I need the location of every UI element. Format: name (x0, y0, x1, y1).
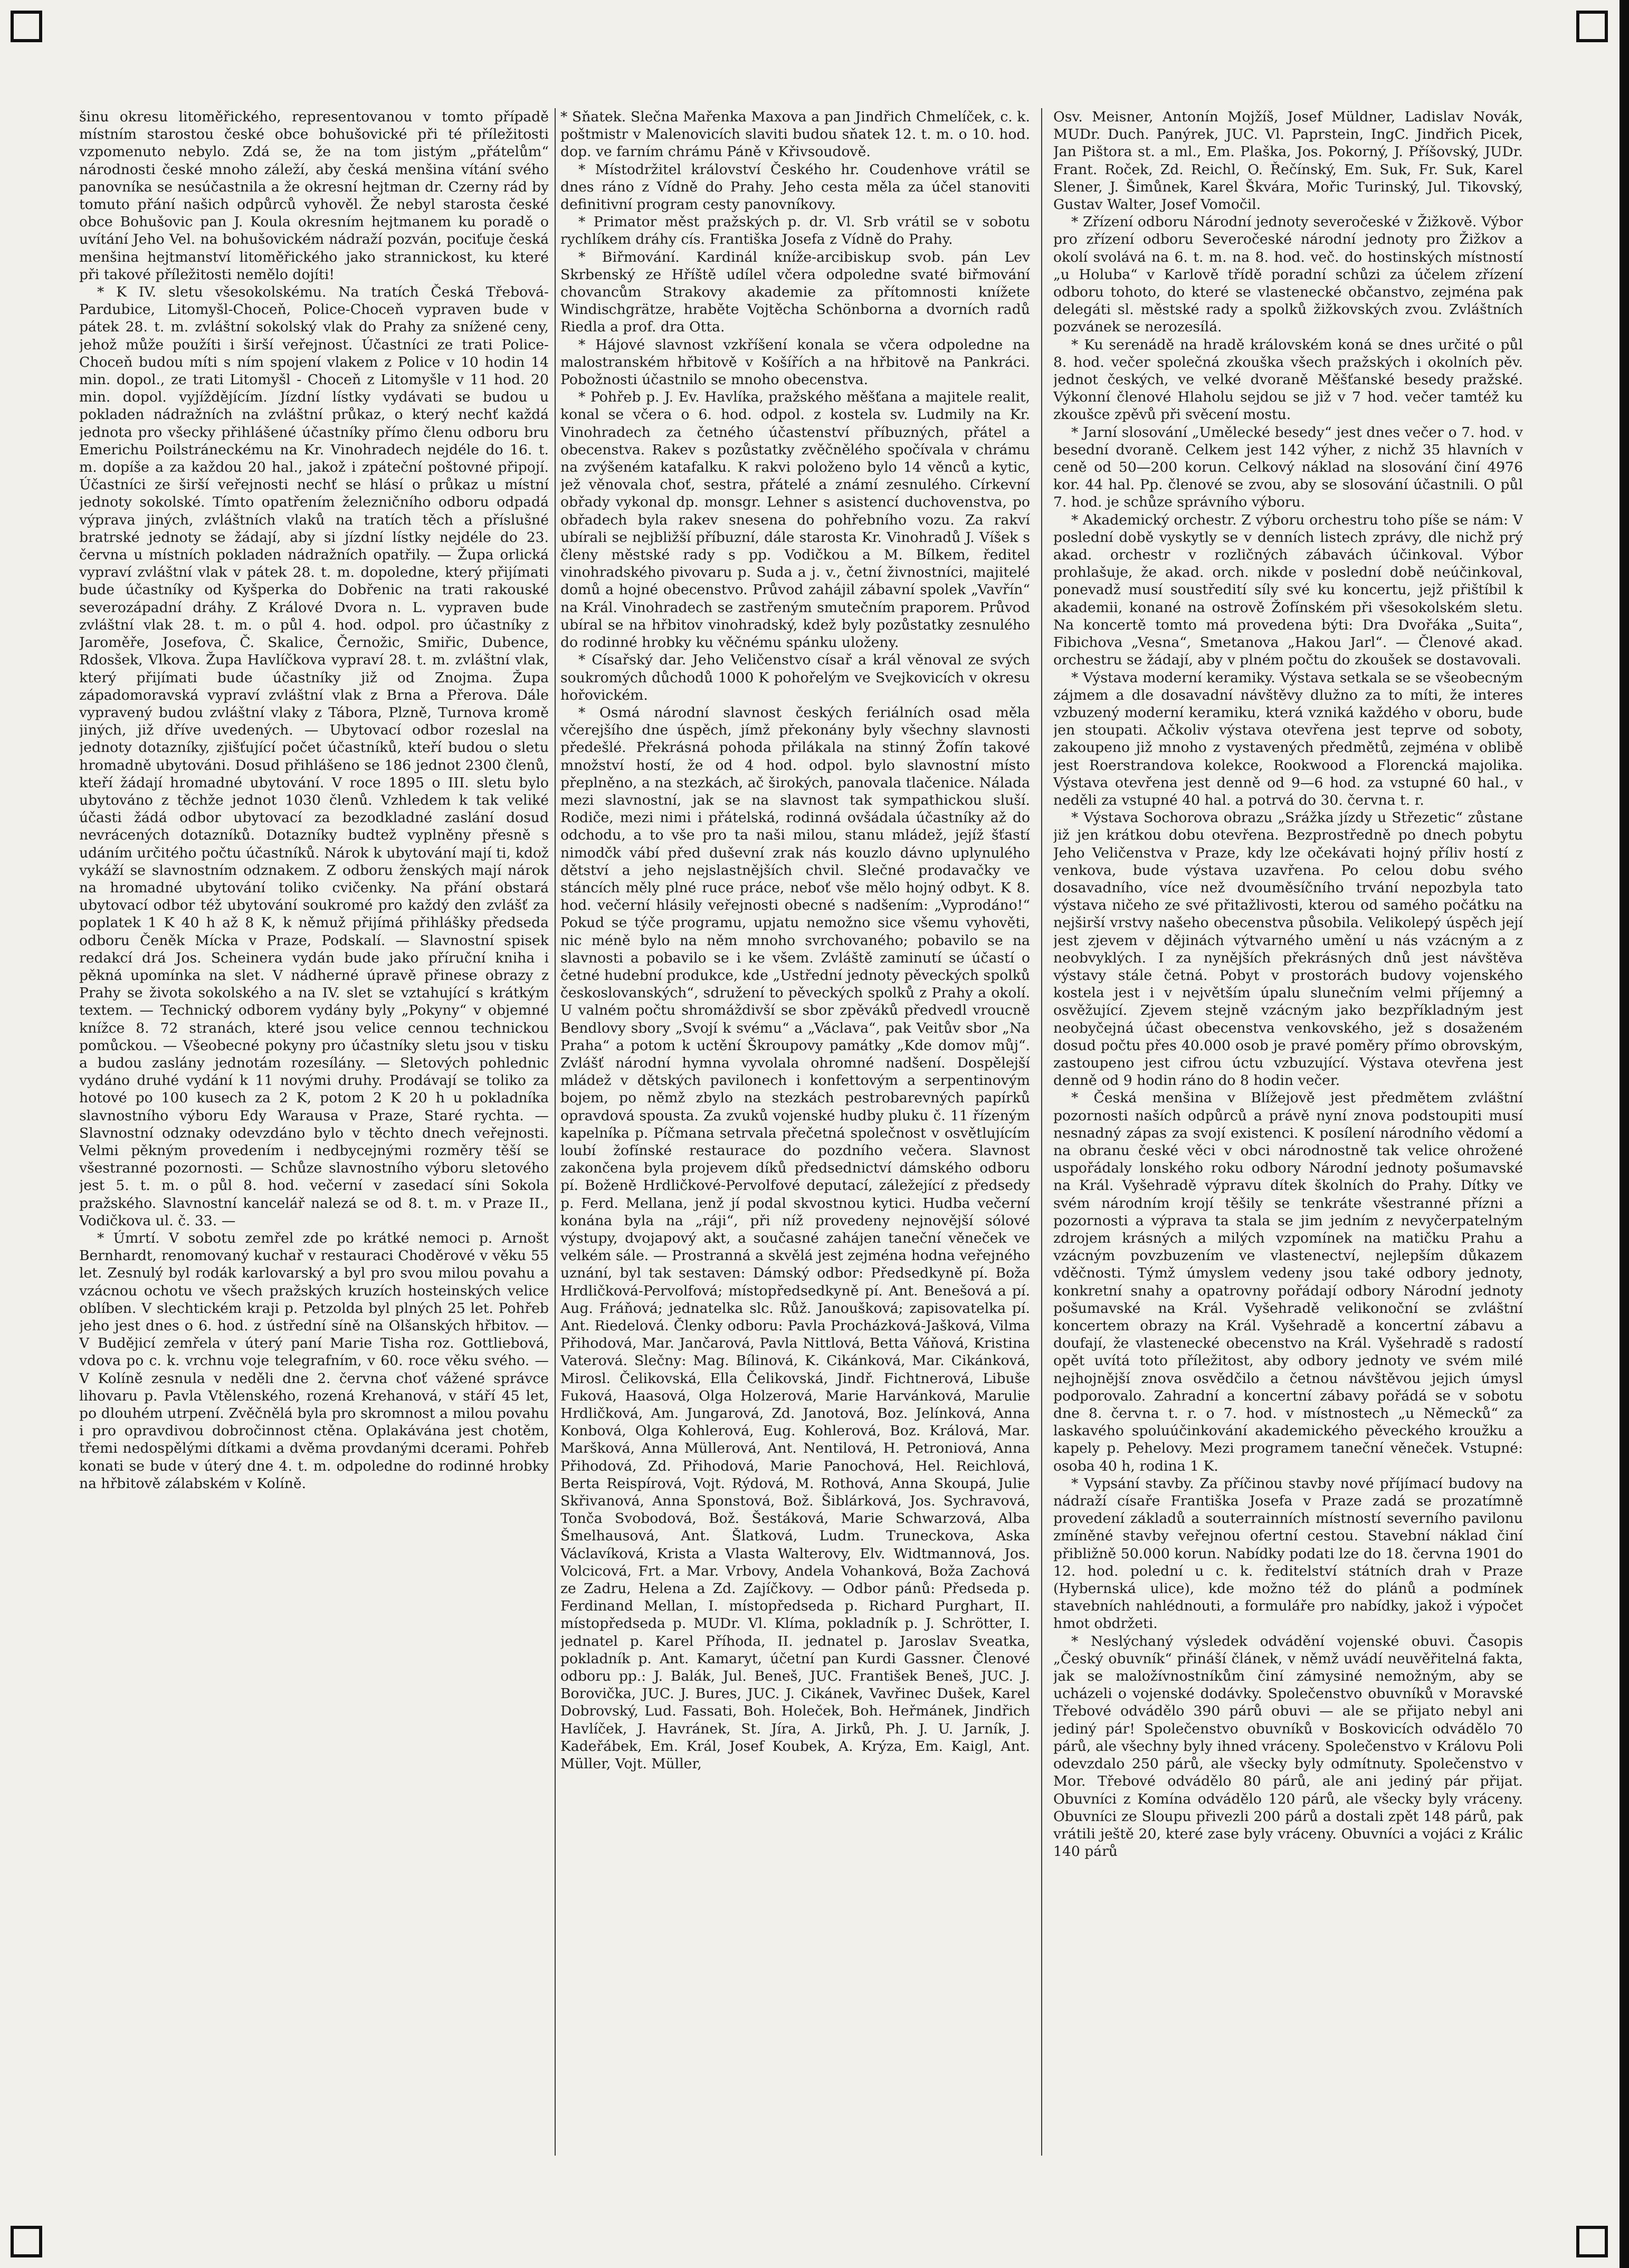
column-rule (555, 108, 556, 2156)
article-paragraph: * Výstava moderní keramiky. Výstava setkala se se všeobecným zájmem a dle dosavadní návštěvy dlužno za to míti, že interes vzbuzený moderní keramiku, která vzniká každého v oboru, bude jen stoupati. Ačkoliv výstava otevřena jest teprve od soboty, zakoupeno již mnoho z vystavených předmětů, zejména v oblibě jest Roerstrandova kolekce, Rookwood a Florencká majolika. Výstava otevřena jest denně od 9—6 hod. za vstupné 60 hal., v neděli za vstupné 40 hal. a potrvá do 30. června t. r. (1053, 669, 1523, 808)
article-paragraph: * Úmrtí. V sobotu zemřel zde po krátké nemoci p. Arnošt Bernhardt, renomovaný kuchař v restauraci Choděrové v věku 55 let. Zesnulý byl rodák karlovarský a byl pro svou milou povahu a vzácnou ochotu ve všech pražských kruzích hosteinských velice oblíben. V slechtickém kraji p. Petzolda byl plných 25 let. Pohřeb jeho jest dnes o 6. hod. z ústřední síně na Olšanských hřbitov. — V Budějicí zemřela v úterý paní Marie Tisha roz. Gottliebová, vdova po c. k. vrchnu voje telegrafním, v 60. roce věku svého. — V Kolíně zesnula v neděli dne 2. června choť vážené správce lihovaru p. Pavla Vtělenského, rozená Krehanová, v stáří 45 let, po dlouhém utrpení. Zvěčnělá byla pro skromnost a milou povahu i pro opravdivou dobročinnost ctěna. Oplakávána jest chotěm, třemi nedospělými dítkami a dvěma provdanými dcerami. Pohřeb konati se bude v úterý dne 4. t. m. odpoledne do rodinné hrobky na hřbitově zálabském v Kolíně. (79, 1230, 549, 1492)
article-paragraph: Osv. Meisner, Antonín Mojžíš, Josef Müldner, Ladislav Novák, MUDr. Duch. Panýrek, JUC. Vl. Paprstein, IngC. Jindřich Picek, Jan Pištora st. a ml., Em. Plaška, Jos. Pokorný, J. Příšovský, JUDr. Frant. Roček, Zd. Reichl, O. Řečínský, Em. Suk, Fr. Suk, Karel Slener, J. Šimůnek, Karel Škvára, Mořic Turinský, Jul. Tikovský, Gustav Walter, Josef Vomočil. (1053, 109, 1523, 213)
article-paragraph: * Císařský dar. Jeho Veličenstvo císař a král věnoval ze svých soukromých důchodů 1000 K pohořelým ve Svejkovicích v okresu hořovickém. (560, 652, 1030, 703)
corner-mark (1576, 11, 1608, 42)
column-3 (1053, 108, 1523, 2156)
article-paragraph: * Hájové slavnost vzkříšení konala se včera odpoledne na malostranském hřbitově v Košířích a na hřbitově na Pankráci. Pobožnosti účastnilo se mnoho obecenstva. (560, 336, 1030, 388)
corner-mark (11, 11, 42, 42)
newspaper-page (79, 108, 1523, 2156)
article-paragraph: šinu okresu litoměřického, representovanou v tomto případě místním starostou české obce bohušovické při té příležitosti vzpomenuto nebylo. Zdá se, že na tom jistým „přátelům“ národnosti české mnoho záleží, aby česká menšina vítání svého panovníka se nesúčastnila a že okresní hejtman dr. Czerny rád by tomuto přání našich odpůrců vyhověl. Že nebyl starosta české obce Bohušovic pan J. Koula okresním hejtmanem ku poradě o uvítání Jeho Vel. na bohušovickém nádraží pozván, pociťuje česká menšina hejtmanství litoměřického jako strannickost, ku které při takové příležitosti nemělo dojíti! (79, 109, 549, 283)
article-paragraph: * Sňatek. Slečna Mařenka Maxova a pan Jindřich Chmelíček, c. k. poštmistr v Malenovicích slaviti budou sňatek 12. t. m. o 10. hod. dop. ve farním chrámu Páně v Křivsoudově. (560, 109, 1030, 160)
article-paragraph: * Vypsání stavby. Za příčinou stavby nové příjímací budovy na nádraží císaře Františka Josefa v Praze zadá se prozatímně provedení základů a souterrainních místností severního pavilonu zmíněné stavby veřejnou ofertní cestou. Stavební náklad činí přibližně 50.000 korun. Nabídky podati lze do 18. června 1901 do 12. hod. polední u c. k. ředitelství státních drah v Praze (Hybernská ulice), kde možno též do plánů a podmínek stavebních nahlédnouti, a formuláře pro nabídky, jakož i výpočet hmot obdržeti. (1053, 1475, 1523, 1632)
column-1 (79, 108, 549, 2156)
article-paragraph: * Česká menšina v Blížejově jest předmětem zvláštní pozornosti naších odpůrců a právě nyní znova podstoupiti musí nesnadný zápas za svojí existenci. K posílení národního vědomí a na obranu české věci v obci národnostně tak velice ohrožené uspořádaly lonského roku odbory Národní jednoty pošumavské na Král. Vyšehradě výpravu dítek školních do Prahy. Dítky ve svém národním krojí těšily se tenkráte všestranné přízni a pozornosti a výprava ta stala se jim jedním z nevyčerpatelným zdrojem krásných a milých vzpomínek na matičku Prahu a vzácným povzbuzením ve vlastenectví, nejlepším důkazem vděčnosti. Týmž úmyslem vedeny jsou také odbory jednoty, konkretní snahy a opatrovny pořádají odbory Národní jednoty pošumavské na Král. Vyšehradě velikonoční se zvláštní koncertem obrazy na Král. Vyšehradě a koncertní zábavu a doufají, že vlastenecké obecenstvo na Král. Vyšehradě s radostí opět uvítá toto příležitost, aby odbory jednoty ve svém milé nejhojnější znova osvědčilo a četnou návštěvou jejich úmysl podporovalo. Zahradní a koncertní zábavy pořádá se v sobotu dne 8. června t. r. o 7. hod. v místnostech „u Německů“ za laskavého spoluúčinkování akademického pěveckého kroužku a kapely p. Pehelovy. Mezi programem taneční věneček. Vstupné: osoba 40 h, rodina 1 K. (1053, 1090, 1523, 1474)
article-paragraph: * K IV. sletu všesokolskému. Na tratích Česká Třebová-Pardubice, Litomyšl-Choceň, Police-Choceň vypraven bude v pátek 28. t. m. zvláštní sokolský vlak do Prahy za snížené ceny, jehož může použíti i širší veřejnost. Účastníci ze trati Police-Choceň budou míti s ním spojení vlakem z Police v 10 hodin 14 min. dopol., ze trati Litomyšl - Choceň z Litomyšle v 11 hod. 20 min. dopol. vyjíždějícím. Jízdní lístky vydávati se budou u pokladen nádražních na zvláštní průkaz, o který nechť každá jednota pro všecky přihlášené účastníky přímo členu odboru bru Emerichu Poilstráneckému na Kr. Vinohradech nejdéle do 16. t. m. dopíše a za každou 20 hal., jakož i zpáteční poštovné připojí. Účastníci ze širší veřejnosti nechť se hlásí o průkaz u místní jednoty sokolské. Tímto opatřením železničního odboru odpadá výprava jiných, zvláštních vlaků na tratích těch a příslušné bratrské jednoty se žádají, aby si jízdní lístky nejdéle do 23. června u místních pokladen nádražních opatřily. — Župa orlická vypraví zvláštní vlak v pátek 28. t. m. dopoledne, který přijímati bude účastníky od Kyšperka do Dobřenic na trati rakouské severozápadní dráhy. Z Králové Dvora n. L. vypraven bude zvláštní vlak 28. t. m. o půl 4. hod. odpol. pro účastníky z Jaroměře, Josefova, Č. Skalice, Černožic, Smiřic, Dubence, Rdosšek, Vlkova. Župa Havlíčkova vypraví 28. t. m. zvláštní vlak, který přijímati bude účastníky již od Znojma. Župa západomoravská vypraví zvláštní vlak z Brna a Přerova. Dále vypravený budou zvláštní vlaky z Tábora, Plzně, Turnova kromě jiných, již dříve uvedených. — Ubytovací odbor rozeslal na jednoty dotazníky, zjišťující počet účastníků, kteří budou o sletu hromadně ubytováni. Dosud přihlášeno se 186 jednot 2300 členů, kteří žádají hromadné ubytování. V roce 1895 o III. sletu bylo ubytováno z těchže jednot 1030 členů. Vzhledem k tak veliké účasti žádá odbor ubytovací za bezodkladné zaslání dosud nevrácených dotazníků. Dotazníky budtež vyplněny přesně s udáním určitého počtu účastníků. Nárok k ubytování mají ti, kdož vykáží se slavnostním odznakem. Z odboru ženských mají nárok na hromadné ubytování toliko cvičenky. Na přání obstará ubytovací odbor též ubytování soukromé pro každý den zvlášť za poplatek 1 K 40 h až 8 K, k němuž přijímá přihlášky předseda odboru Čeněk Mícka v Praze, Podskalí. — Slavnostní spisek redakcí drá Jos. Scheinera vydán bude jako příruční kniha i pěkná upomínka na slet. V nádherné úpravě přinese obrazy z Prahy se života sokolského a na IV. slet se vztahující s krátkým textem. — Technický odborem vydány byly „Pokyny“ v objemné knížce 8. 72 stranách, které jsou velice cennou technickou pomůckou. — Všeobecné pokyny pro účastníky sletu jsou v tisku a budou zaslány jednotám rozesílány. — Sletových pohlednic vydáno druhé vydání k 11 novými druhy. Prodávají se toliko za hotové po 100 kusech za 2 K, potom 2 K 20 h u pokladníka slavnostního výboru Edy Warausa v Praze, Staré rychta. — Slavnostní odznaky odevzdáno bylo v těchto dnech veřejnosti. Velmi pěkným provedením i nedbycejnými rozměry těší se všestranné pozornosti. — Schůze slavnostního výboru sletového jest 5. t. m. o půl 8. hod. večerní v zasedací síni Sokola pražského. Slavnostní kancelář nalezá se od 8. t. m. v Praze II., Vodičkova ul. č. 33. — (79, 284, 549, 1229)
article-paragraph: * Akademický orchestr. Z výboru orchestru toho píše se nám: V poslední době vyskytly se v denních listech zprávy, dle nichž prý akad. orchestr v rozličných zábavách účinkoval. Výbor prohlašuje, že akad. orch. nikde v poslední době neúčinkoval, ponevadž musí soustředití síly své ku koncertu, jejž přištíbil k akademii, konané na ostrově Žofínském při všesokolském sletu. Na koncertě tomto má provedena býti: Dra Dvořáka „Suita“, Fibichova „Vesna“, Smetanova „Hakou Jarl“. — Členové akad. orchestru se žádají, aby v plném počtu do zkoušek se dostavovali. (1053, 511, 1523, 669)
article-paragraph: * Zřízení odboru Národní jednoty severočeské v Žižkově. Výbor pro zřízení odboru Severočeské národní jednoty pro Žižkov a okolí svolává na 6. t. m. na 8. hod. več. do hostinských místností „u Holuba“ v Karlově třídě poradní schůzi za účelem zřízení odboru tohoto, do které se vlastenecké občanstvo, zejména pak delegáti sl. městské rady a spolků žižkovských zvou. Zvláštních pozvánek se nerozesílá. (1053, 214, 1523, 336)
article-paragraph: * Primator měst pražských p. dr. Vl. Srb vrátil se v sobotu rychlíkem dráhy cís. Františka Josefa z Vídně do Prahy. (560, 214, 1030, 248)
article-paragraph: * Výstava Sochorova obrazu „Srážka jízdy u Střezetic“ zůstane již jen krátkou dobu otevřena. Bezprostředně po dnech pobytu Jeho Veličenstva v Praze, kdy lze očekávati hojný příliv hostí z venkova, bude výstava uzavřena. Po celou dobu svého dosavadního, více než dvouměsíčního trvání nepozbyla tato výstava ničeho ze své přitažlivosti, kterou od samého počátku na nejširší vrstvy našeho obecenstva působila. Velikolepý úspěch její jest zjevem v dějinách výtvarného umění u nás vzácným a z neobvyklých. I za nynějších překrásných dnů jest návštěva výstavy stále četná. Pobyt v prostorách budovy vojenského kostela jest i v největším úpalu slunečním velmi příjemný a osvěžující. Zjevem stejně vzácným jako bezpříkladným jest neobyčejná účast obecenstva venkovského, jež s dosaženém dosud počtu přes 40.000 osob je pravé poměry přímo obrovským, zastoupeno jest cifrou úctu vzbuzující. Výstava otevřena jest denně od 9 hodin ráno do 8 hodin večer. (1053, 809, 1523, 1089)
article-paragraph: * Jarní slosování „Umělecké besedy“ jest dnes večer o 7. hod. v besední dvoraně. Celkem jest 142 výher, z nichž 35 hlavních v ceně od 50—200 korun. Celkový náklad na slosování činí 4976 kor. 44 hal. Pp. členové se zvou, aby se slosování účastnili. O půl 7. hod. je schůze správního výboru. (1053, 424, 1523, 511)
article-paragraph: * Pohřeb p. J. Ev. Havlíka, pražského měšťana a majitele realit, konal se včera o 6. hod. odpol. z kostela sv. Ludmily na Kr. Vinohradech za četného účastenství příbuzných, přátel a obecenstva. Rakev s pozůstatky zvěčnělého spočívala v chrámu na zvýšeném katafalku. K rakvi položeno bylo 14 věnců a kytic, jež věnovala choť, sestra, přátelé a známí zesnulého. Církevní obřady vykonal dp. monsgr. Lehner s asistencí duchovenstva, po obřadech byla rakev snesena do pohřebního vozu. Za rakví ubírali se nejbližší příbuzní, dále starosta Kr. Vinohradů J. Víšek s členy městské rady s pp. Vodičkou a M. Bílkem, ředitel vinohradského pivovaru p. Suda a j. v., četní živnostníci, majitelé domů a hojné obecenstvo. Průvod zahájil zábavní spolek „Vavřín“ na Král. Vinohradech se zastřeným smutečním praporem. Průvod ubíral se na hřbitov vinohradský, kdež byly pozůstatky zesnulého do rodinné hrobky ku věčnému spánku uloženy. (560, 389, 1030, 651)
corner-mark (11, 2226, 42, 2257)
article-paragraph: * Biřmování. Kardinál kníže-arcibiskup svob. pán Lev Skrbenský ze Hříště udílel včera odpoledne svaté biřmování chovancům Strakovy akademie za přítomnosti knížete Windischgrätze, hraběte Vojtěcha Schönborna a dvorních radů Riedla a prof. dra Otta. (560, 249, 1030, 336)
article-paragraph: * Neslýchaný výsledek odvádění vojenské obuvi. Časopis „Český obuvník“ přináší článek, v němž uvádí neuvěřitelná fakta, jak se maložívnostníkům činí zámysiné nemožným, aby se ucházeli o vojenské dodávky. Společenstvo obuvníků v Moravské Třebové odvádělo 390 párů obuvi — ale se přijato nebyl ani jediný pár! Společenstvo obuvníků v Boskovicích odvádělo 70 párů, ale všechny byly ihned vráceny. Společenstvo v Královu Poli odevzdalo 250 párů, ale všecky byly odmítnuty. Společenstvo v Mor. Třebové odvádělo 80 párů, ale ani jediný pár přijat. Obuvníci z Komína odvádělo 120 párů, ale všecky byly vráceny. Obuvníci ze Sloupu přivezli 200 párů a dostali zpět 148 párů, pak vrátili ještě 20, které zase byly vráceny. Obuvníci a vojáci z Králic 140 párů (1053, 1633, 1523, 1860)
article-paragraph: * Osmá národní slavnost českých feriálních osad měla včerejšího dne úspěch, jímž překonány byly všechny slavnosti předešlé. Překrásná pohoda přilákala na stinný Žofín takové množství hostí, že od 4 hod. odpol. bylo slavnostní místo přeplněno, a na stezkách, ač širokých, panovala tlačenice. Nálada mezi slavnostní, jak se na slavnost tak sympathickou sluší. Rodiče, mezi nimi i přátelská, rodinná ovšádala účastníky až do odchodu, a to vše pro ta naši milou, stanu mládež, jejíž šťastí nimodčk vábí před duševní zrak nás kouzlo dávno uplynulého dětství a jeho nejslastnějších chvil. Slečné prodavačky ve stáncích měly plné ruce práce, neboť vše mělo hojný odbyt. K 8. hod. večerní hlásily veřejnosti obecné s nadšením: „Vyprodáno!“ Pokud se týče programu, upjatu nemožno sice všemu vyhověti, nic méně bylo na něm mnoho svrchovaného; pobavilo se na slavnosti a pobavilo se i ke všem. Zvláště zaminutí se účastí o četné hudební produkce, kde „Ustřední jednoty pěveckých spolků českoslovanských“, sdružení to pěveckých spolků z Prahy a okolí. U valném počtu shromáždivší se sbor zpěváků předvedl vroucně Bendlovy sbory „Svojí k svému“ a „Václava“, pak Veitův sbor „Na Praha“ a potom k uctění Škroupovy památky „Kde domov můj“. Zvlášť národní hymna vyvolala ohromné nadšení. Dospělejší mládež v dětských pavilonech i konfettovým a serpentinovým bojem, po němž zbylo na stezkách pestrobarevných papírků opravdová spousta. Za zvuků vojenské hudby pluku č. 11 řízeným kapelníka p. Píčmana setrvala přečetná společnost v osvětlujícím loubí žofínské restaurace do pozdního večera. Slavnost zakončena byla projevem díků předsednictví dámského odboru pí. Boženě Hrdličkové-Pervolfové deputací, záležející z předsedy p. Ferd. Mellana, jenž jí podal skvostnou kytici. Hudba večerní konána byla na „ráji“, při níž provedeny nejnovější sólové výstupy, dvojapový akt, a současné zahájen taneční věneček ve velkém sále. — Prostranná a skvělá jest zejména hodna veřejného uznání, byl tak sestaven: Dámský odbor: Předsedkyně pí. Boža Hrdličková-Pervolfová; místopředsedkyně pí. Ant. Benešová a pí. Aug. Fráňová; jednatelka slc. Růž. Janoušková; zapisovatelka pí. Ant. Riedelová. Členky odboru: Pavla Procházková-Jašková, Vilma Přihodová, Mar. Jančarová, Pavla Nittlová, Betta Váňová, Kristina Vaterová. Slečny: Mag. Bílinová, K. Cikánková, Mar. Cikánková, Mirosl. Čelikovská, Ella Čelikovská, Jindř. Fichtnerová, Libuše Fuková, Haasová, Olga Holzerová, Marie Harvánková, Marulie Hrdličková, Am. Jungarová, Zd. Janotová, Boz. Jelínková, Anna Konbová, Olga Kohlerová, Eug. Kohlerová, Boz. Králová, Mar. Maršková, Anna Müllerová, Ant. Nentilová, H. Petroniová, Anna Přihodová, Zd. Přihodová, Marie Panochová, Hel. Reichlová, Berta Reispírová, Vojt. Rýdová, M. Rothová, Anna Skoupá, Julie Skřivanová, Anna Sponstová, Bož. Šiblárková, Jos. Sychravová, Tonča Svobodová, Bož. Šestáková, Marie Schwarzová, Alba Šmelhausová, Ant. Šlatková, Ludm. Truneckova, Aska Václavíková, Krista a Vlasta Walterovy, Elv. Widtmannová, Jos. Volcicová, Frt. a Mar. Vrbovy, Andela Vohanková, Boža Zachová ze Zadru, Helena a Zd. Zajíčkovy. — Odbor pánů: Předseda p. Ferdinand Mellan, I. místopředseda p. Richard Purghart, II. místopředseda p. MUDr. Vl. Klíma, pokladník p. J. Schrötter, I. jednatel p. Karel Příhoda, II. jednatel p. Jaroslav Sveatka, pokladník p. Ant. Kamaryt, účetní pan Kurdi Gassner. Členové odboru pp.: J. Balák, Jul. Beneš, JUC. František Beneš, JUC. J. Borovička, JUC. J. Bures, JUC. J. Cikánek, Vavřinec Dušek, Karel Dobrovský, Lud. Fassati, Boh. Holeček, Boh. Heřmánek, Jindřich Havlíček, J. Havránek, St. Jíra, A. Jirků, Ph. J. U. Jarník, J. Kadeřábek, Em. Král, Josef Koubek, A. Krýza, Em. Kaigl, Ant. Müller, Vojt. Müller, (560, 704, 1030, 1773)
column-rule (1041, 108, 1042, 2156)
article-paragraph: * Ku serenádě na hradě královském koná se dnes určité o půl 8. hod. večer společná zkouška všech pražských i okolních pěv. jednot českých, ve velké dvoraně Měšťanské besedy pražské. Výkonní členové Hlaholu sejdou se již v 7 hod. večer tamtéž ku zkoušce zpěvů při svěcení mostu. (1053, 336, 1523, 423)
column-2 (560, 108, 1030, 2156)
corner-mark (1576, 2226, 1608, 2257)
article-paragraph: * Místodržitel království Českého hr. Coudenhove vrátil se dnes ráno z Vídně do Prahy. Jeho cesta měla za účel stanoviti definitivní program cesty panovníkovy. (560, 161, 1030, 213)
